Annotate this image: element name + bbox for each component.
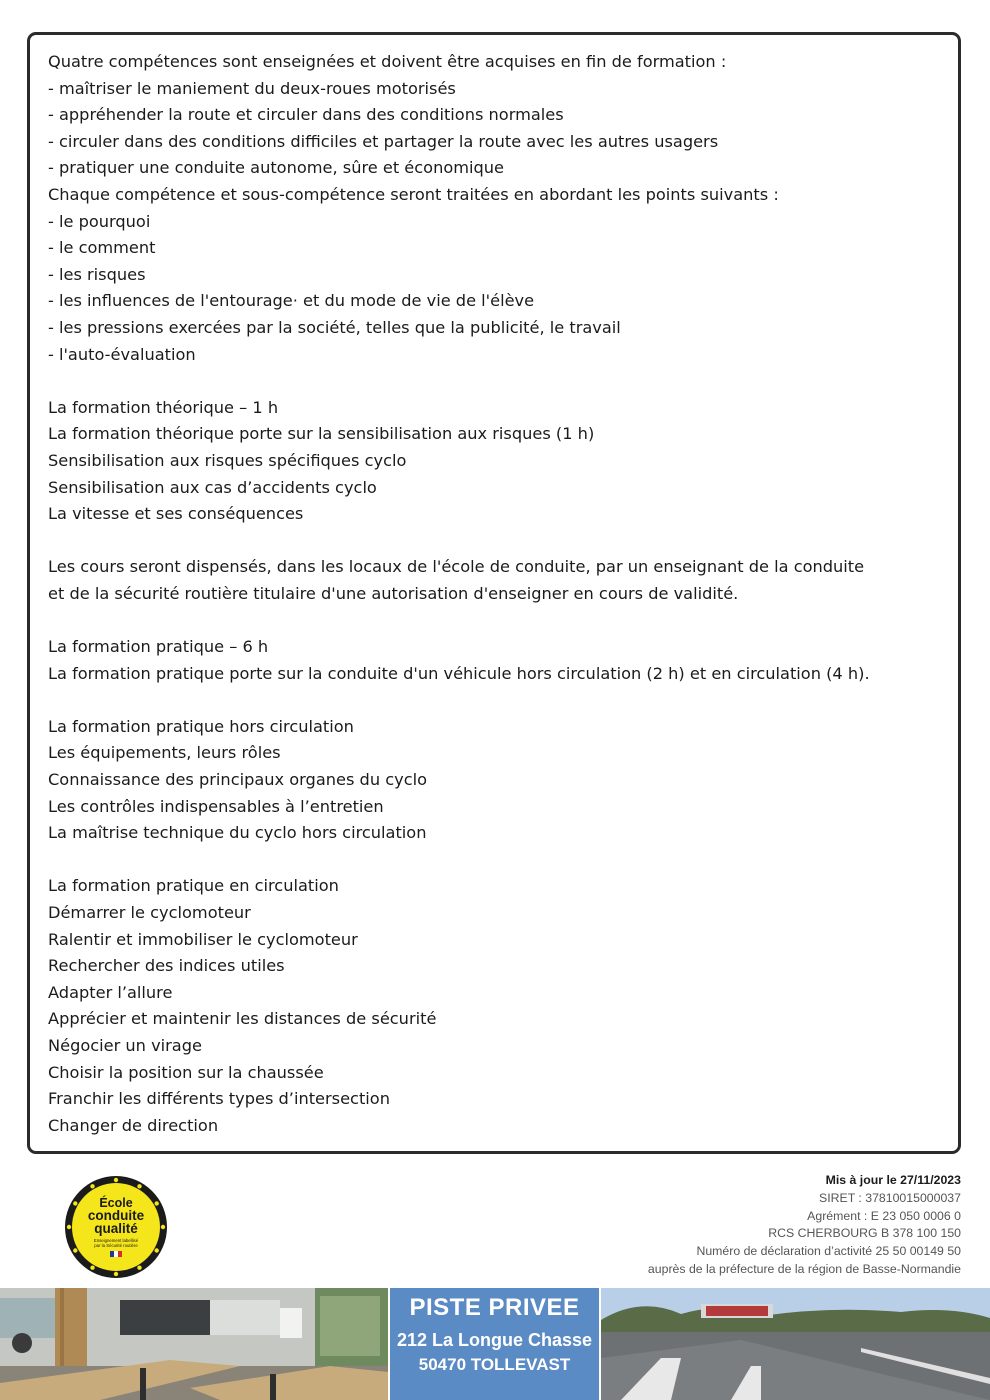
- text-block: [48, 49, 958, 1139]
- text-line: Chaque compétence et sous-compétence seront traitées en abordant les points suivants :: [48, 184, 779, 204]
- logo-line2: conduite: [87, 1208, 145, 1223]
- siret: SIRET : 37810015000037: [819, 1190, 961, 1205]
- blank-line: [48, 607, 958, 634]
- text-line: La formation pratique – 6 h: [48, 637, 269, 657]
- declaration-number: Numéro de déclaration d’activité 25 50 00149 50: [696, 1244, 961, 1259]
- prefecture: auprès de la préfecture de la région de Basse-Normandie: [647, 1261, 961, 1276]
- text-line: La formation pratique porte sur la conduite d'un véhicule hors circulation (2 h) et en circulation (4 h).: [48, 663, 870, 683]
- agrement: Agrément : E 23 050 0006 0: [807, 1208, 961, 1223]
- text-line: - circuler dans des conditions difficiles et partager la route avec les autres usagers: [48, 131, 719, 151]
- text-line: Les contrôles indispensables à l’entretien: [48, 796, 384, 816]
- blank-line: [48, 368, 958, 395]
- text-line: Démarrer le cyclomoteur: [48, 903, 251, 922]
- text-line: La formation pratique en circulation: [48, 876, 339, 896]
- blank-line: [48, 528, 958, 555]
- text-line: Sensibilisation aux risques spécifiques cyclo: [48, 450, 407, 470]
- text-line: Apprécier et maintenir les distances de sécurité: [48, 1009, 437, 1029]
- text-line: - le pourquoi: [48, 211, 151, 231]
- logo-caption1: Enseignement labellisé: [93, 1238, 139, 1243]
- updated-date: Mis à jour le 27/11/2023: [825, 1173, 961, 1187]
- text-line: - les pressions exercées par la société, telles que la publicité, le travail: [48, 317, 621, 337]
- text-line: La maîtrise technique du cyclo hors circulation: [48, 823, 427, 843]
- text-line: - les influences de l'entourage· et du mode de vie de l'élève: [48, 291, 535, 311]
- footer-info: [648, 1172, 961, 1279]
- ecole-conduite-qualite-logo: [64, 1175, 168, 1279]
- text-line: Connaissance des principaux organes du cyclo: [48, 770, 427, 790]
- banner-address1: 212 La Longue Chasse: [396, 1330, 593, 1350]
- blank-line: [48, 687, 958, 714]
- text-line: Les équipements, leurs rôles: [48, 743, 281, 763]
- text-line: Les cours seront dispensés, dans les locaux de l'école de conduite, par un enseignant de la conduite: [48, 557, 865, 577]
- text-line: Franchir les différents types d’intersection: [48, 1089, 390, 1109]
- text-line: Ralentir et immobiliser le cyclomoteur: [48, 929, 358, 949]
- photo-strip: [0, 1288, 990, 1400]
- marianne-icon: [110, 1251, 122, 1257]
- rcs: RCS CHERBOURG B 378 100 150: [768, 1226, 961, 1241]
- text-line: et de la sécurité routière titulaire d'une autorisation d'enseigner en cours de validité.: [48, 583, 739, 603]
- logo-line3: qualité: [94, 1221, 138, 1236]
- road-photo: [601, 1288, 990, 1400]
- banner-title: PISTE PRIVEE: [409, 1294, 580, 1321]
- text-line: La formation pratique hors circulation: [48, 716, 354, 736]
- text-line: La vitesse et ses conséquences: [48, 504, 304, 524]
- text-line: Sensibilisation aux cas d’accidents cyclo: [48, 477, 377, 497]
- banner-address2: 50470 TOLLEVAST: [418, 1355, 571, 1374]
- text-line: Adapter l’allure: [48, 982, 173, 1002]
- text-line: - pratiquer une conduite autonome, sûre et économique: [48, 158, 504, 178]
- text-line: Négocier un virage: [48, 1035, 202, 1055]
- classroom-photo: [0, 1288, 388, 1400]
- content-box: [27, 32, 961, 1154]
- text-line: Choisir la position sur la chaussée: [48, 1062, 324, 1082]
- text-line: - les risques: [48, 264, 146, 284]
- private-track-panel: [390, 1288, 599, 1400]
- text-line: La formation théorique porte sur la sensibilisation aux risques (1 h): [48, 424, 595, 444]
- text-line: Quatre compétences sont enseignées et doivent être acquises en fin de formation :: [48, 52, 727, 71]
- text-line: La formation théorique – 1 h: [48, 397, 279, 417]
- logo-line1: École: [99, 1196, 133, 1210]
- text-line: Changer de direction: [48, 1115, 219, 1135]
- logo-caption2: par la Sécurité routière: [94, 1243, 138, 1248]
- blank-line: [48, 847, 958, 874]
- text-line: - le comment: [48, 238, 156, 258]
- text-line: - appréhender la route et circuler dans des conditions normales: [48, 105, 564, 125]
- text-line: - maîtriser le maniement du deux-roues motorisés: [48, 78, 456, 98]
- text-line: - l'auto-évaluation: [48, 344, 196, 364]
- text-line: Rechercher des indices utiles: [48, 956, 285, 976]
